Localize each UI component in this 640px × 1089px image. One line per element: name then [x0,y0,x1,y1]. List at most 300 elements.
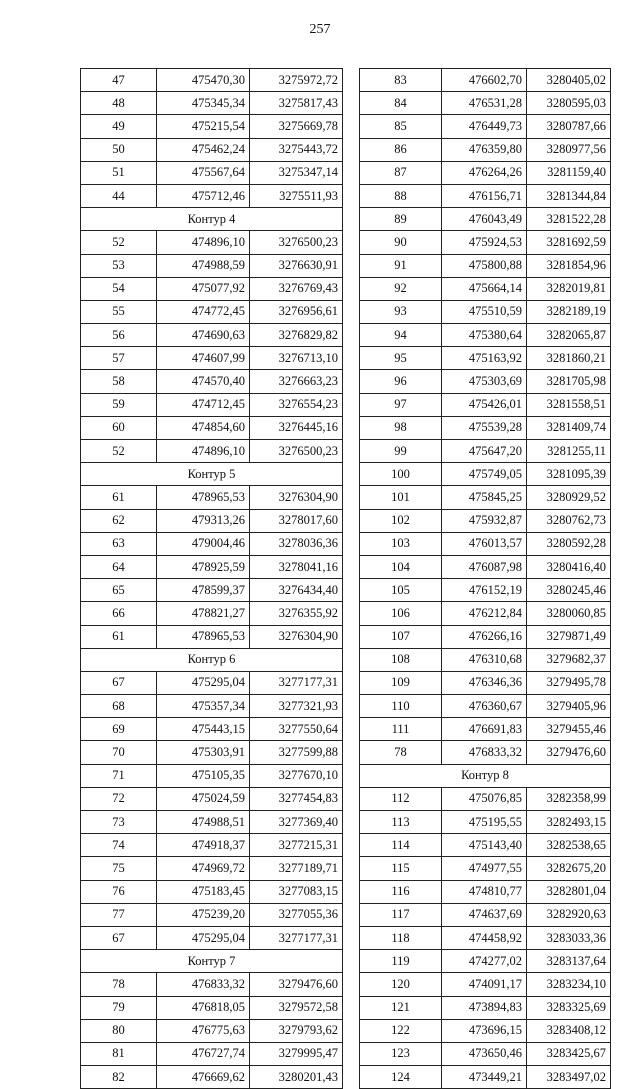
y-coordinate: 3277055,36 [250,903,343,926]
y-coordinate: 3281344,84 [527,184,611,207]
y-coordinate: 3276769,43 [250,277,343,300]
point-row [81,718,343,741]
y-coordinate: 3282019,81 [527,277,611,300]
contour-title: Контур 8 [360,764,611,787]
point-number: 100 [360,463,442,486]
point-number: 56 [81,324,157,347]
point-number: 86 [360,138,442,161]
point-number: 88 [360,184,442,207]
point-number: 111 [360,718,442,741]
point-row [360,880,611,903]
y-coordinate: 3283137,64 [527,950,611,973]
point-row [360,950,611,973]
point-number: 104 [360,555,442,578]
point-number: 67 [81,926,157,949]
contour-title: Контур 6 [81,648,343,671]
point-row [81,973,343,996]
y-coordinate: 3281692,59 [527,231,611,254]
y-coordinate: 3276500,23 [250,440,343,463]
y-coordinate: 3276713,10 [250,347,343,370]
x-coordinate: 473894,83 [442,996,527,1019]
point-row [360,115,611,138]
point-number: 91 [360,254,442,277]
y-coordinate: 3280060,85 [527,602,611,625]
point-row [81,300,343,323]
point-number: 57 [81,347,157,370]
y-coordinate: 3277670,10 [250,764,343,787]
y-coordinate: 3277215,31 [250,834,343,857]
point-number: 47 [81,69,157,92]
point-number: 81 [81,1042,157,1065]
point-row [81,184,343,207]
x-coordinate: 475845,25 [442,486,527,509]
x-coordinate: 476449,73 [442,115,527,138]
point-number: 79 [81,996,157,1019]
point-number: 58 [81,370,157,393]
y-coordinate: 3281409,74 [527,416,611,439]
y-coordinate: 3280977,56 [527,138,611,161]
x-coordinate: 473696,15 [442,1019,527,1042]
point-number: 105 [360,579,442,602]
y-coordinate: 3282358,99 [527,787,611,810]
point-row [81,370,343,393]
y-coordinate: 3276554,23 [250,393,343,416]
point-number: 120 [360,973,442,996]
point-row [360,741,611,764]
point-row [360,69,611,92]
y-coordinate: 3283325,69 [527,996,611,1019]
point-number: 107 [360,625,442,648]
point-row [81,625,343,648]
point-number: 48 [81,92,157,115]
point-row [360,625,611,648]
x-coordinate: 475239,20 [157,903,250,926]
point-row [81,115,343,138]
y-coordinate: 3280201,43 [250,1066,343,1089]
x-coordinate: 476087,98 [442,555,527,578]
point-number: 99 [360,440,442,463]
point-row [81,254,343,277]
x-coordinate: 475470,30 [157,69,250,92]
contour-title: Контур 7 [81,950,343,973]
x-coordinate: 475303,69 [442,370,527,393]
x-coordinate: 476531,28 [442,92,527,115]
y-coordinate: 3276304,90 [250,486,343,509]
x-coordinate: 475295,04 [157,926,250,949]
point-row [81,903,343,926]
x-coordinate: 473449,21 [442,1066,527,1089]
point-row [81,1066,343,1089]
x-coordinate: 479004,46 [157,532,250,555]
point-number: 119 [360,950,442,973]
point-row [360,834,611,857]
point-row [360,555,611,578]
y-coordinate: 3282675,20 [527,857,611,880]
x-coordinate: 478965,53 [157,625,250,648]
y-coordinate: 3275347,14 [250,161,343,184]
point-number: 61 [81,625,157,648]
point-number: 112 [360,787,442,810]
point-number: 61 [81,486,157,509]
point-number: 109 [360,671,442,694]
y-coordinate: 3281159,40 [527,161,611,184]
point-row [360,393,611,416]
x-coordinate: 476727,74 [157,1042,250,1065]
point-row [360,973,611,996]
y-coordinate: 3279871,49 [527,625,611,648]
x-coordinate: 475183,45 [157,880,250,903]
y-coordinate: 3276304,90 [250,625,343,648]
point-number: 98 [360,416,442,439]
point-row [360,903,611,926]
point-number: 73 [81,811,157,834]
x-coordinate: 478821,27 [157,602,250,625]
point-number: 121 [360,996,442,1019]
x-coordinate: 475443,15 [157,718,250,741]
point-row [360,602,611,625]
point-number: 106 [360,602,442,625]
y-coordinate: 3282189,19 [527,300,611,323]
point-number: 110 [360,695,442,718]
y-coordinate: 3275511,93 [250,184,343,207]
point-number: 72 [81,787,157,810]
y-coordinate: 3279476,60 [527,741,611,764]
y-coordinate: 3279995,47 [250,1042,343,1065]
y-coordinate: 3281255,11 [527,440,611,463]
y-coordinate: 3275443,72 [250,138,343,161]
x-coordinate: 475664,14 [442,277,527,300]
y-coordinate: 3282920,63 [527,903,611,926]
point-row [81,857,343,880]
y-coordinate: 3281558,51 [527,393,611,416]
x-coordinate: 476775,63 [157,1019,250,1042]
point-row [360,138,611,161]
point-number: 97 [360,393,442,416]
point-number: 67 [81,671,157,694]
point-row [360,184,611,207]
x-coordinate: 475303,91 [157,741,250,764]
y-coordinate: 3283234,10 [527,973,611,996]
x-coordinate: 476602,70 [442,69,527,92]
x-coordinate: 476669,62 [157,1066,250,1089]
point-row [81,486,343,509]
contour-title: Контур 4 [81,208,343,231]
x-coordinate: 476310,68 [442,648,527,671]
point-number: 62 [81,509,157,532]
x-coordinate: 475924,53 [442,231,527,254]
point-row [81,393,343,416]
x-coordinate: 478965,53 [157,486,250,509]
y-coordinate: 3276434,40 [250,579,343,602]
point-row [360,857,611,880]
y-coordinate: 3283408,12 [527,1019,611,1042]
point-number: 101 [360,486,442,509]
point-number: 87 [360,161,442,184]
y-coordinate: 3280405,02 [527,69,611,92]
x-coordinate: 476360,67 [442,695,527,718]
y-coordinate: 3279793,62 [250,1019,343,1042]
x-coordinate: 475426,01 [442,393,527,416]
x-coordinate: 475800,88 [442,254,527,277]
x-coordinate: 474690,63 [157,324,250,347]
y-coordinate: 3277083,15 [250,880,343,903]
x-coordinate: 476818,05 [157,996,250,1019]
point-row [81,811,343,834]
x-coordinate: 474918,37 [157,834,250,857]
y-coordinate: 3281860,21 [527,347,611,370]
point-row [360,324,611,347]
y-coordinate: 3279572,58 [250,996,343,1019]
point-row [81,787,343,810]
point-number: 76 [81,880,157,903]
point-number: 60 [81,416,157,439]
x-coordinate: 475215,54 [157,115,250,138]
point-number: 83 [360,69,442,92]
point-number: 92 [360,277,442,300]
y-coordinate: 3275817,43 [250,92,343,115]
y-coordinate: 3280245,46 [527,579,611,602]
point-row [81,347,343,370]
x-coordinate: 475345,34 [157,92,250,115]
point-number: 77 [81,903,157,926]
y-coordinate: 3276500,23 [250,231,343,254]
point-row [360,208,611,231]
contour-header-row [81,463,343,486]
point-number: 74 [81,834,157,857]
x-coordinate: 475749,05 [442,463,527,486]
point-row [360,440,611,463]
point-row [360,532,611,555]
point-row [81,324,343,347]
point-number: 50 [81,138,157,161]
point-row [81,509,343,532]
y-coordinate: 3276355,92 [250,602,343,625]
point-row [81,440,343,463]
point-row [81,1019,343,1042]
x-coordinate: 476152,19 [442,579,527,602]
point-row [360,254,611,277]
x-coordinate: 476691,83 [442,718,527,741]
point-row [81,555,343,578]
y-coordinate: 3279476,60 [250,973,343,996]
x-coordinate: 475567,64 [157,161,250,184]
point-number: 64 [81,555,157,578]
point-row [360,416,611,439]
point-number: 122 [360,1019,442,1042]
y-coordinate: 3280416,40 [527,555,611,578]
point-number: 118 [360,926,442,949]
point-row [81,161,343,184]
y-coordinate: 3277454,83 [250,787,343,810]
x-coordinate: 474977,55 [442,857,527,880]
y-coordinate: 3275972,72 [250,69,343,92]
point-row [360,370,611,393]
point-number: 75 [81,857,157,880]
x-coordinate: 474896,10 [157,231,250,254]
point-number: 116 [360,880,442,903]
contour-title: Контур 5 [81,463,343,486]
point-number: 115 [360,857,442,880]
point-number: 82 [81,1066,157,1089]
y-coordinate: 3276956,61 [250,300,343,323]
y-coordinate: 3278041,16 [250,555,343,578]
x-coordinate: 475195,55 [442,811,527,834]
point-row [360,347,611,370]
y-coordinate: 3277321,93 [250,695,343,718]
point-number: 44 [81,184,157,207]
point-number: 93 [360,300,442,323]
point-number: 49 [81,115,157,138]
x-coordinate: 474712,45 [157,393,250,416]
y-coordinate: 3276829,82 [250,324,343,347]
coordinates-table-right [359,68,611,1089]
y-coordinate: 3282538,65 [527,834,611,857]
x-coordinate: 476833,32 [442,741,527,764]
x-coordinate: 474988,59 [157,254,250,277]
point-row [360,92,611,115]
point-number: 102 [360,509,442,532]
x-coordinate: 475295,04 [157,671,250,694]
x-coordinate: 474277,02 [442,950,527,973]
x-coordinate: 474810,77 [442,880,527,903]
point-number: 80 [81,1019,157,1042]
point-row [81,277,343,300]
point-row [360,671,611,694]
point-number: 66 [81,602,157,625]
point-row [81,532,343,555]
y-coordinate: 3277550,64 [250,718,343,741]
point-row [360,161,611,184]
contour-header-row [81,208,343,231]
point-number: 68 [81,695,157,718]
point-row [81,741,343,764]
point-row [360,509,611,532]
x-coordinate: 476346,36 [442,671,527,694]
point-number: 71 [81,764,157,787]
page-number: 257 [309,22,331,37]
point-row [81,996,343,1019]
x-coordinate: 474854,60 [157,416,250,439]
x-coordinate: 475143,40 [442,834,527,857]
point-row [81,764,343,787]
x-coordinate: 479313,26 [157,509,250,532]
y-coordinate: 3277599,88 [250,741,343,764]
point-row [360,996,611,1019]
y-coordinate: 3281522,28 [527,208,611,231]
x-coordinate: 478599,37 [157,579,250,602]
y-coordinate: 3277177,31 [250,671,343,694]
point-number: 53 [81,254,157,277]
point-number: 54 [81,277,157,300]
point-row [360,300,611,323]
x-coordinate: 476212,84 [442,602,527,625]
x-coordinate: 474896,10 [157,440,250,463]
x-coordinate: 473650,46 [442,1042,527,1065]
point-row [360,486,611,509]
point-row [81,231,343,254]
point-row [360,926,611,949]
x-coordinate: 478925,59 [157,555,250,578]
coordinates-table-left [80,68,343,1089]
y-coordinate: 3276630,91 [250,254,343,277]
point-row [81,1042,343,1065]
point-row [81,695,343,718]
y-coordinate: 3281854,96 [527,254,611,277]
point-row [81,671,343,694]
point-number: 65 [81,579,157,602]
point-number: 85 [360,115,442,138]
x-coordinate: 474091,17 [442,973,527,996]
x-coordinate: 475462,24 [157,138,250,161]
x-coordinate: 474637,69 [442,903,527,926]
y-coordinate: 3282801,04 [527,880,611,903]
y-coordinate: 3280592,28 [527,532,611,555]
point-row [360,463,611,486]
point-number: 70 [81,741,157,764]
point-row [81,92,343,115]
x-coordinate: 475077,92 [157,277,250,300]
point-row [360,648,611,671]
point-number: 55 [81,300,157,323]
y-coordinate: 3275669,78 [250,115,343,138]
point-row [360,695,611,718]
point-row [360,718,611,741]
x-coordinate: 475024,59 [157,787,250,810]
point-row [360,811,611,834]
point-row [81,416,343,439]
y-coordinate: 3276445,16 [250,416,343,439]
point-number: 52 [81,231,157,254]
point-number: 59 [81,393,157,416]
point-number: 108 [360,648,442,671]
point-row [81,138,343,161]
x-coordinate: 476156,71 [442,184,527,207]
y-coordinate: 3281095,39 [527,463,611,486]
y-coordinate: 3279495,78 [527,671,611,694]
y-coordinate: 3279455,46 [527,718,611,741]
y-coordinate: 3278017,60 [250,509,343,532]
x-coordinate: 476013,57 [442,532,527,555]
point-number: 113 [360,811,442,834]
x-coordinate: 476043,49 [442,208,527,231]
y-coordinate: 3277177,31 [250,926,343,949]
point-number: 117 [360,903,442,926]
point-row [81,602,343,625]
y-coordinate: 3283497,02 [527,1066,611,1089]
point-row [81,880,343,903]
x-coordinate: 475510,59 [442,300,527,323]
point-row [81,926,343,949]
x-coordinate: 474988,51 [157,811,250,834]
point-number: 51 [81,161,157,184]
point-number: 124 [360,1066,442,1089]
x-coordinate: 475163,92 [442,347,527,370]
point-row [360,277,611,300]
point-row [81,579,343,602]
x-coordinate: 476359,80 [442,138,527,161]
x-coordinate: 475357,34 [157,695,250,718]
point-number: 52 [81,440,157,463]
x-coordinate: 474772,45 [157,300,250,323]
point-number: 63 [81,532,157,555]
point-row [360,231,611,254]
point-number: 78 [360,741,442,764]
x-coordinate: 474570,40 [157,370,250,393]
point-number: 90 [360,231,442,254]
x-coordinate: 475105,35 [157,764,250,787]
x-coordinate: 474458,92 [442,926,527,949]
point-number: 123 [360,1042,442,1065]
